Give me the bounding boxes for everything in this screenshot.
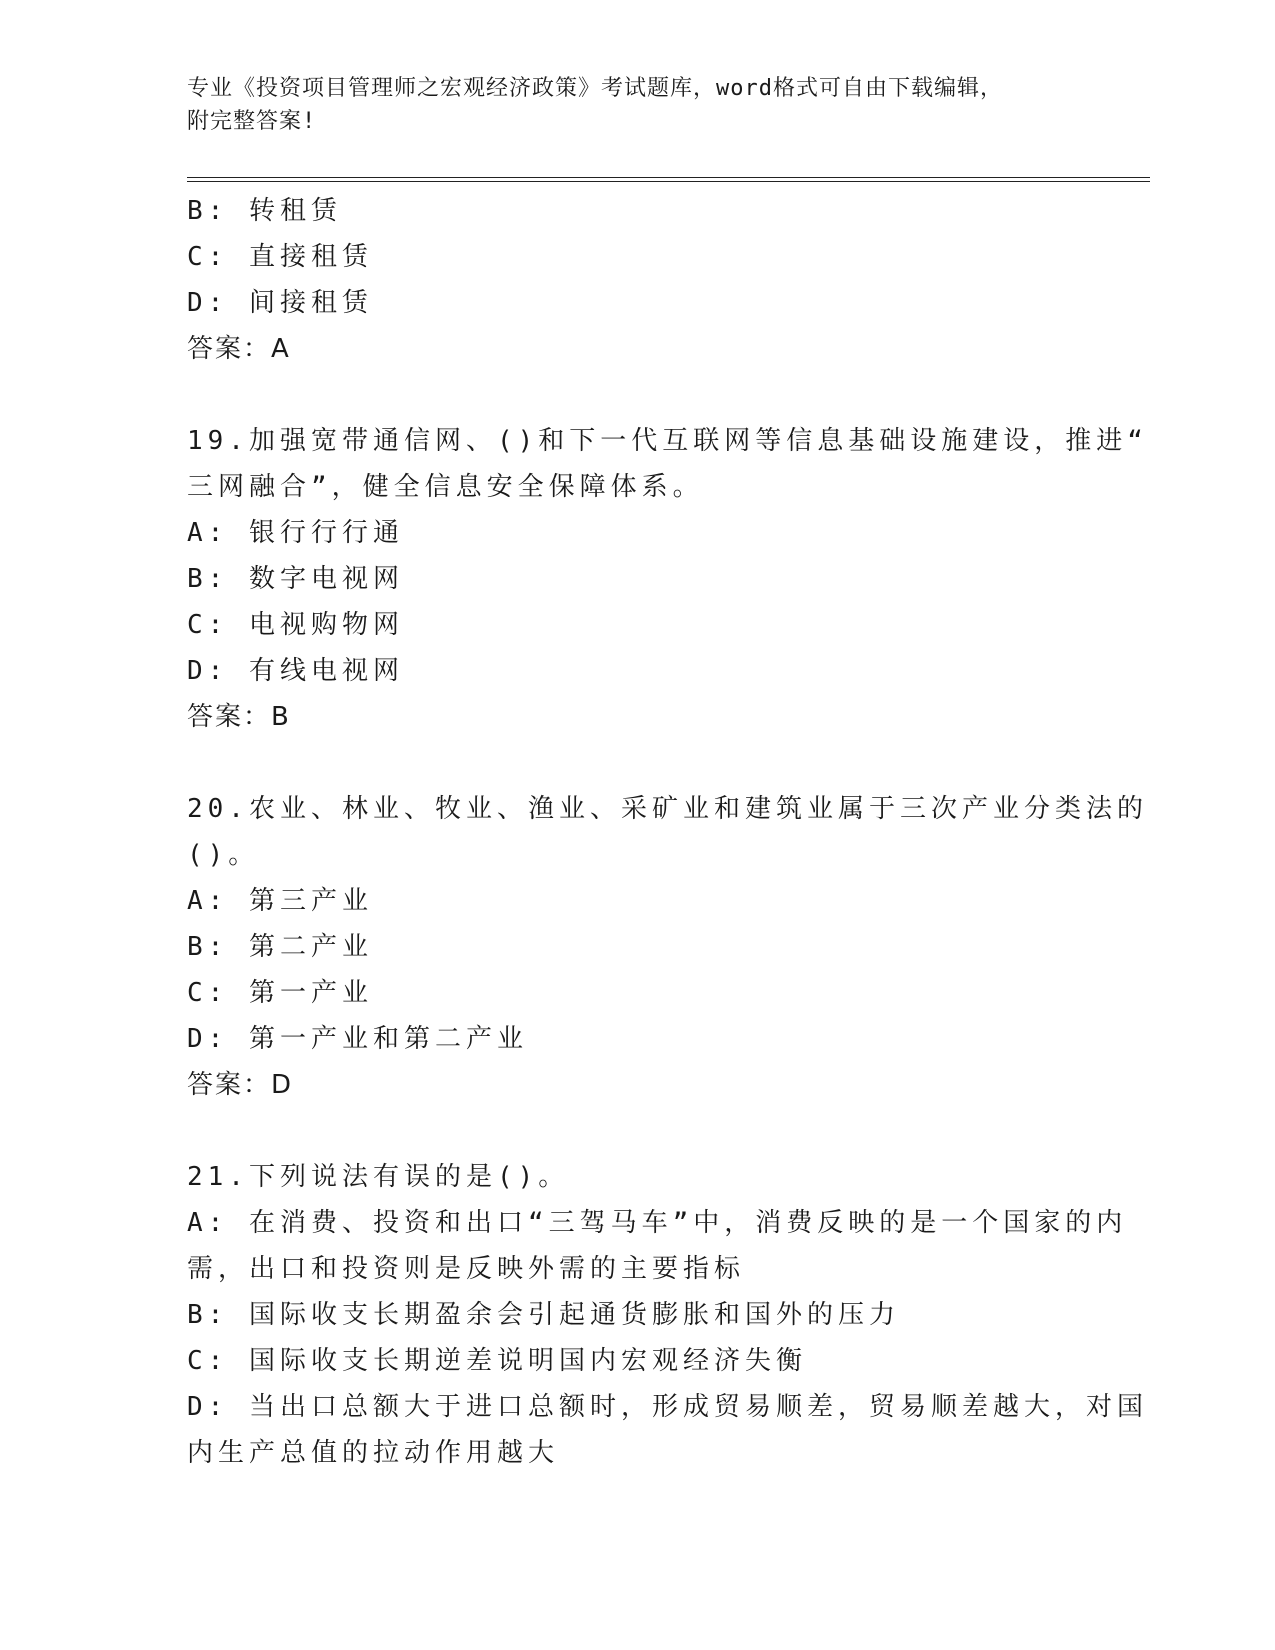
header-divider xyxy=(187,177,1150,182)
option-c: C: 直接租赁 xyxy=(187,242,373,272)
question-list xyxy=(187,188,1148,1476)
spacer xyxy=(187,372,1087,418)
question-19 xyxy=(187,418,1148,740)
answer: 答案：D xyxy=(187,1070,294,1100)
option-b: B: 第二产业 xyxy=(187,932,373,962)
question-stem: 21.下列说法有误的是()。 xyxy=(187,1162,570,1192)
header-line-1: 专业《投资项目管理师之宏观经济政策》考试题库，word格式可自由下载编辑， xyxy=(187,76,1003,101)
option-c: C: 国际收支长期逆差说明国内宏观经济失衡 xyxy=(187,1346,807,1376)
option-d: D: 第一产业和第二产业 xyxy=(187,1024,528,1054)
option-d-continued: 内生产总值的拉动作用越大 xyxy=(187,1438,560,1468)
question-stem: 三网融合”，健全信息安全保障体系。 xyxy=(187,472,704,502)
option-c: C: 电视购物网 xyxy=(187,610,404,640)
option-a: A: 在消费、投资和出口“三驾马车”中，消费反映的是一个国家的内 xyxy=(187,1208,1128,1238)
option-a: A: 银行行行通 xyxy=(187,518,404,548)
spacer xyxy=(187,1108,1087,1154)
spacer xyxy=(187,740,1087,786)
question-stem: 19.加强宽带通信网、()和下一代互联网等信息基础设施建设，推进“ xyxy=(187,426,1148,456)
answer: 答案：A xyxy=(187,334,291,364)
document-header xyxy=(187,72,1087,138)
option-d: D: 当出口总额大于进口总额时，形成贸易顺差，贸易顺差越大，对国 xyxy=(187,1392,1148,1422)
question-18-tail xyxy=(187,188,1087,372)
option-b: B: 转租赁 xyxy=(187,196,342,226)
question-stem: 20.农业、林业、牧业、渔业、采矿业和建筑业属于三次产业分类法的 xyxy=(187,794,1148,824)
header-line-2: 附完整答案! xyxy=(187,109,317,134)
question-20 xyxy=(187,786,1148,1108)
option-a-continued: 需，出口和投资则是反映外需的主要指标 xyxy=(187,1254,746,1284)
option-b: B: 数字电视网 xyxy=(187,564,404,594)
option-d: D: 有线电视网 xyxy=(187,656,404,686)
option-d: D: 间接租赁 xyxy=(187,288,373,318)
option-b: B: 国际收支长期盈余会引起通货膨胀和国外的压力 xyxy=(187,1300,900,1330)
question-stem: ()。 xyxy=(187,840,260,870)
option-c: C: 第一产业 xyxy=(187,978,373,1008)
answer: 答案：B xyxy=(187,702,291,732)
option-a: A: 第三产业 xyxy=(187,886,373,916)
question-21 xyxy=(187,1154,1148,1476)
